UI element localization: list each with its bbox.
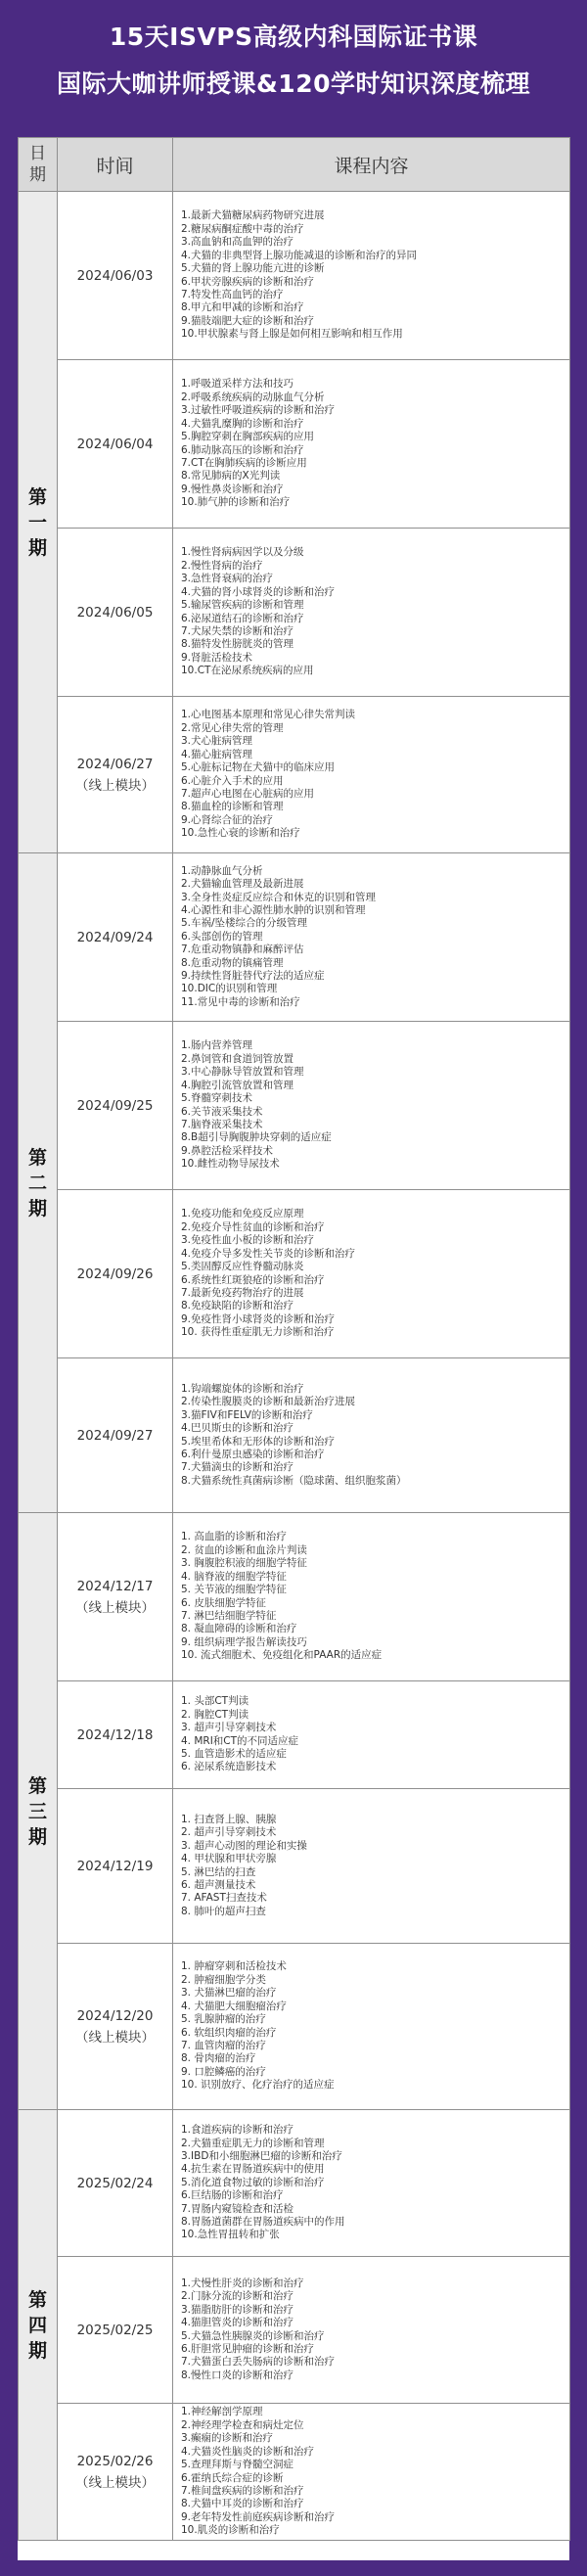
course-item: 1.心电图基本原理和常见心律失常判读 — [181, 709, 356, 721]
course-item: 5.车祸/坠楼综合的分级管理 — [181, 917, 308, 930]
course-item: 8.猫血栓的诊断和管理 — [181, 801, 284, 813]
session-note: （线上模块） — [75, 777, 155, 794]
course-item: 4.犬猫炎性脑炎的诊断和治疗 — [181, 2445, 315, 2458]
period-label-char: 期 — [27, 536, 47, 559]
course-item: 5. 血管造影术的适应症 — [181, 1747, 287, 1760]
course-item: 9.慢性鼻炎诊断和治疗 — [181, 483, 284, 495]
session-date: 2025/02/24 — [76, 2175, 154, 2191]
period-label — [19, 2110, 58, 2541]
session-row — [19, 1022, 570, 1190]
session-date: 2024/06/04 — [76, 436, 154, 452]
course-item: 8.犬猫系统性真菌病诊断（隐球菌、组织胞浆菌） — [181, 1474, 407, 1487]
course-item: 4.免疫介导多发性关节炎的诊断和治疗 — [181, 1247, 356, 1260]
course-item: 4.抗生素在胃肠道疾病中的使用 — [181, 2163, 325, 2176]
course-item: 5.心脏标记物在犬猫中的临床应用 — [181, 761, 336, 774]
session-row — [19, 1944, 570, 2110]
title-line-2: 国际大咖讲师授课&120学时知识深度梳理 — [57, 69, 530, 98]
session-row — [19, 360, 570, 529]
schedule-sheet — [18, 137, 569, 2560]
course-item: 5. 关节液的细胞学特征 — [181, 1584, 287, 1596]
course-item: 1.慢性肾病病因学以及分级 — [181, 546, 304, 559]
session-date-cell — [58, 1190, 173, 1358]
session-date: 2024/06/05 — [76, 604, 154, 621]
course-item: 1. 扫查肾上腺、胰腺 — [181, 1813, 277, 1825]
course-item: 4.猫心脏病管理 — [181, 748, 253, 760]
session-content — [173, 2404, 570, 2541]
course-item: 8.猫特发性膀胱炎的管理 — [181, 638, 294, 651]
session-content — [173, 360, 570, 529]
course-item: 5.查理拜斯与脊髓空洞症 — [181, 2459, 294, 2471]
session-row — [19, 2404, 570, 2541]
course-item: 8.危重动物的镇痛管理 — [181, 956, 284, 969]
course-item: 1. 头部CT判读 — [181, 1695, 249, 1708]
period-label-char: 第 — [27, 1774, 47, 1797]
course-item: 7.胃肠内窥镜检查和活检 — [181, 2202, 294, 2215]
course-item: 2.免疫介导性贫血的诊断和治疗 — [181, 1220, 325, 1233]
course-item: 6. 皮肤细胞学特征 — [181, 1596, 266, 1609]
course-item: 4. 脑脊液的细胞学特征 — [181, 1570, 287, 1583]
period-label-char: 一 — [27, 511, 47, 533]
course-item: 3.中心静脉导管放置和管理 — [181, 1066, 304, 1079]
course-item: 7. 淋巴结细胞学特征 — [181, 1609, 277, 1622]
session-row — [19, 2110, 570, 2257]
course-item: 8. 凝血障碍的诊断和治疗 — [181, 1623, 297, 1635]
session-date-cell — [58, 697, 173, 853]
session-row — [19, 697, 570, 853]
session-row — [19, 192, 570, 360]
course-item: 7.最新免疫药物治疗的进展 — [181, 1286, 304, 1299]
course-item: 7. AFAST扫查技术 — [181, 1892, 267, 1905]
period-label-char: 期 — [27, 2339, 47, 2362]
course-item: 7. 血管肉瘤的治疗 — [181, 2039, 266, 2051]
course-item: 10. 获得性重症肌无力诊断和治疗 — [181, 1326, 335, 1339]
course-item: 7.犬猫滴虫的诊断和治疗 — [181, 1461, 294, 1474]
session-date: 2024/12/20 — [76, 2007, 154, 2024]
session-date: 2024/06/27 — [76, 756, 154, 772]
course-item: 3. 超声引导穿刺技术 — [181, 1722, 277, 1734]
course-item: 2. 胸腔CT判读 — [181, 1708, 249, 1721]
course-item: 5.埃里希体和无形体的诊断和治疗 — [181, 1435, 336, 1448]
session-date-cell — [58, 529, 173, 697]
course-item: 6.甲状旁腺疾病的诊断和治疗 — [181, 275, 315, 288]
period-label-char: 期 — [27, 1825, 47, 1848]
session-date: 2024/12/18 — [76, 1726, 154, 1743]
course-item: 9.肾脏活检技术 — [181, 651, 253, 664]
course-item: 10.雌性动物导尿技术 — [181, 1158, 280, 1171]
session-date-cell — [58, 1513, 173, 1681]
course-item: 4.心源性和非心源性肺水肿的识别和管理 — [181, 903, 366, 916]
course-item: 9. 组织病理学报告解读技巧 — [181, 1635, 307, 1648]
course-item: 6.系统性红斑狼疮的诊断和治疗 — [181, 1273, 325, 1286]
course-item: 1.犬慢性肝炎的诊断和治疗 — [181, 2277, 304, 2289]
course-item: 3.高血钠和高血钾的治疗 — [181, 236, 294, 249]
course-item: 2.慢性肾病的治疗 — [181, 559, 263, 572]
course-item: 7.超声心电图在心脏病的应用 — [181, 787, 315, 800]
course-item: 6.巨结肠的诊断和治疗 — [181, 2189, 284, 2202]
course-item: 3.免疫性血小板的诊断和治疗 — [181, 1234, 315, 1247]
session-content — [173, 192, 570, 360]
course-item: 5.犬猫急性胰腺炎的诊断和治疗 — [181, 2329, 325, 2342]
period-label-char: 第 — [27, 2288, 47, 2311]
course-item: 7.椎间盘疾病的诊断和治疗 — [181, 2484, 304, 2497]
course-item: 3.癫痫的诊断和治疗 — [181, 2432, 274, 2445]
course-item: 6.头部创伤的管理 — [181, 930, 263, 943]
schedule-body — [19, 192, 570, 2541]
course-item: 9.免疫性肾小球肾炎的诊断和治疗 — [181, 1312, 336, 1325]
course-item: 9. 口腔鳞癌的治疗 — [181, 2065, 266, 2078]
course-item: 2.犬猫重症肌无力的诊断和管理 — [181, 2137, 325, 2149]
session-row — [19, 853, 570, 1022]
course-item: 6.关节液采集技术 — [181, 1105, 263, 1118]
course-item: 3.过敏性呼吸道疾病的诊断和治疗 — [181, 404, 336, 417]
session-date: 2024/09/26 — [76, 1265, 154, 1282]
course-item: 8.甲亢和甲减的诊断和治疗 — [181, 301, 304, 314]
session-content — [173, 1513, 570, 1681]
course-item: 7.CT在胸肺疾病的诊断应用 — [181, 456, 307, 469]
session-date-cell — [58, 1944, 173, 2110]
session-date-cell — [58, 360, 173, 529]
session-row — [19, 1190, 570, 1358]
title-line-1: 15天ISVPS高级内科国际证书课 — [109, 23, 478, 51]
course-item: 5. 淋巴结的扫查 — [181, 1865, 256, 1878]
course-item: 3.全身性炎症反应综合和休克的识别和管理 — [181, 891, 377, 903]
period-label-char: 期 — [27, 1197, 47, 1219]
session-date-cell — [58, 1789, 173, 1944]
course-item: 4.犬猫的非典型肾上腺功能减退的诊断和治疗的异同 — [181, 249, 418, 261]
course-item: 8.B超引导胸腹肿块穿刺的适应症 — [181, 1131, 332, 1144]
course-item: 2. 超声引导穿刺技术 — [181, 1826, 277, 1839]
course-item: 7.脑脊液采集技术 — [181, 1118, 263, 1130]
course-item: 9.持续性肾脏替代疗法的适应症 — [181, 970, 325, 983]
session-content — [173, 2110, 570, 2257]
course-item: 10. 流式细胞术、免疫组化和PAAR的适应症 — [181, 1649, 383, 1662]
course-item: 5.消化道食物过敏的诊断和治疗 — [181, 2176, 325, 2188]
course-item: 2. 肿瘤细胞学分类 — [181, 1973, 266, 1986]
session-date: 2024/06/03 — [76, 267, 154, 284]
period-label-char: 二 — [27, 1172, 47, 1194]
course-item: 10.肌炎的诊断和治疗 — [181, 2524, 280, 2537]
course-item: 10.DIC的识别和管理 — [181, 983, 278, 995]
session-date: 2024/09/25 — [76, 1097, 154, 1114]
header-period-line1: 日 — [29, 144, 46, 163]
course-item: 1.最新犬猫糖尿病药物研究进展 — [181, 209, 325, 222]
course-item: 10.急性胃扭转和扩张 — [181, 2229, 280, 2241]
course-item: 5.胸腔穿刺在胸部疾病的应用 — [181, 431, 315, 443]
course-item: 11.常见中毒的诊断和治疗 — [181, 995, 300, 1008]
session-row — [19, 1681, 570, 1789]
course-item: 8.慢性口炎的诊断和治疗 — [181, 2369, 294, 2381]
session-content — [173, 853, 570, 1022]
table-header-row — [19, 138, 570, 192]
session-content — [173, 1190, 570, 1358]
course-item: 2.鼻饲管和食道饲管放置 — [181, 1052, 294, 1065]
course-item: 2.犬猫输血管理及最新进展 — [181, 878, 304, 891]
schedule-table — [18, 137, 570, 2541]
course-item: 5.类固醇反应性脊髓动脉炎 — [181, 1261, 304, 1273]
period-label-char: 三 — [27, 1800, 47, 1822]
session-content — [173, 529, 570, 697]
course-item: 9.老年特发性前庭疾病诊断和治疗 — [181, 2510, 336, 2523]
course-item: 1. 肿瘤穿刺和活检技术 — [181, 1960, 287, 1973]
course-item: 4.胸腔引流管放置和管理 — [181, 1079, 294, 1091]
course-item: 8.犬猫中耳炎的诊断和治疗 — [181, 2498, 304, 2510]
session-date: 2024/12/17 — [76, 1578, 154, 1594]
period-label-char: 第 — [27, 485, 47, 508]
period-label — [19, 1513, 58, 2110]
course-item: 10. 识别放疗、化疗治疗的适应症 — [181, 2079, 335, 2092]
session-row — [19, 1789, 570, 1944]
course-item: 4.巴贝斯虫的诊断和治疗 — [181, 1422, 294, 1435]
course-item: 10.CT在泌尿系统疾病的应用 — [181, 665, 314, 677]
course-item: 4.犬猫的肾小球肾炎的诊断和治疗 — [181, 585, 336, 598]
session-date-cell — [58, 1681, 173, 1789]
period-label-char: 四 — [27, 2314, 47, 2336]
course-item: 7.特发性高血钙的治疗 — [181, 288, 284, 300]
course-item: 3. 犬猫淋巴瘤的治疗 — [181, 1987, 277, 2000]
session-content — [173, 1358, 570, 1513]
session-date-cell — [58, 2110, 173, 2257]
header-period-line2: 期 — [29, 165, 46, 185]
period-label — [19, 192, 58, 853]
session-date-cell — [58, 1022, 173, 1190]
session-date-cell — [58, 1358, 173, 1513]
course-item: 2.传染性腹膜炎的诊断和最新治疗进展 — [181, 1396, 356, 1408]
course-item: 9.鼻腔活检采样技术 — [181, 1144, 274, 1157]
session-content — [173, 697, 570, 853]
course-item: 5. 乳腺肿瘤的治疗 — [181, 2013, 266, 2026]
course-item: 7.犬猫蛋白丢失肠病的诊断和治疗 — [181, 2356, 336, 2369]
session-row — [19, 529, 570, 697]
course-item: 3.猫脂肪肝的诊断和治疗 — [181, 2303, 294, 2316]
course-item: 6.肺动脉高压的诊断和治疗 — [181, 443, 304, 456]
course-item: 1.动静脉血气分析 — [181, 864, 263, 877]
course-item: 9.心肾综合征的治疗 — [181, 813, 274, 826]
session-date-cell — [58, 2404, 173, 2541]
session-row — [19, 1513, 570, 1681]
course-item: 6.利什曼原虫感染的诊断和治疗 — [181, 1448, 325, 1460]
course-item: 7.危重动物镇静和麻醉评估 — [181, 943, 304, 956]
course-item: 3.猫FIV和FELV的诊断和治疗 — [181, 1408, 313, 1421]
course-item: 2. 贫血的诊断和血涂片判读 — [181, 1543, 307, 1556]
course-item: 1.免疫功能和免疫反应原理 — [181, 1208, 304, 1220]
course-item: 6.泌尿道结石的诊断和治疗 — [181, 612, 304, 624]
session-date-cell — [58, 2257, 173, 2404]
course-item: 6.霍纳氏综合症的诊断 — [181, 2471, 284, 2484]
course-item: 6.心脏介入手术的应用 — [181, 774, 284, 787]
session-date: 2025/02/25 — [76, 2322, 154, 2338]
course-item: 9.猫肢端肥大症的诊断和治疗 — [181, 314, 315, 327]
session-row — [19, 1358, 570, 1513]
course-item: 1.肠内营养管理 — [181, 1039, 253, 1052]
course-item: 5.犬猫的肾上腺功能亢进的诊断 — [181, 262, 325, 275]
course-item: 10.甲状腺素与肾上腺是如何相互影响和相互作用 — [181, 328, 403, 341]
course-item: 8.胃肠道菌群在胃肠道疾病中的作用 — [181, 2216, 345, 2229]
period-label-char: 第 — [27, 1146, 47, 1169]
course-item: 4. 甲状腺和甲状旁腺 — [181, 1853, 277, 1865]
course-item: 6.肝胆常见肿瘤的诊断和治疗 — [181, 2342, 315, 2355]
session-note: （线上模块） — [75, 2474, 155, 2491]
session-content — [173, 1681, 570, 1789]
course-item: 2.神经理学检查和病灶定位 — [181, 2418, 304, 2431]
page-header — [0, 0, 587, 129]
course-item: 6. 软组织肉瘤的治疗 — [181, 2026, 277, 2039]
course-item: 6. 泌尿系统造影技术 — [181, 1761, 277, 1773]
course-item: 2.呼吸系统疾病的动脉血气分析 — [181, 391, 325, 403]
course-item: 1.食道疾病的诊断和治疗 — [181, 2124, 294, 2137]
session-content — [173, 1944, 570, 2110]
course-item: 3. 胸腹腔积液的细胞学特征 — [181, 1557, 307, 1570]
session-note: （线上模块） — [75, 1599, 155, 1616]
course-item: 1.神经解剖学原理 — [181, 2406, 263, 2418]
course-item: 3.IBD和小细胞淋巴瘤的诊断和治疗 — [181, 2149, 342, 2162]
session-note: （线上模块） — [75, 2029, 155, 2046]
session-row — [19, 2257, 570, 2404]
course-item: 3.犬心脏病管理 — [181, 735, 253, 748]
course-item: 1. 高血脂的诊断和治疗 — [181, 1531, 287, 1543]
session-date: 2024/09/24 — [76, 929, 154, 945]
course-item: 8.免疫缺陷的诊断和治疗 — [181, 1300, 294, 1312]
session-content — [173, 1789, 570, 1944]
session-date-cell — [58, 853, 173, 1022]
course-item: 2.门脉分流的诊断和治疗 — [181, 2290, 294, 2303]
session-content — [173, 2257, 570, 2404]
session-date: 2024/12/19 — [76, 1858, 154, 1874]
header-content: 课程内容 — [173, 138, 570, 192]
course-item: 8. 骨肉瘤的治疗 — [181, 2052, 256, 2065]
course-item: 1.钩端螺旋体的诊断和治疗 — [181, 1382, 304, 1395]
course-item: 7.犬尿失禁的诊断和治疗 — [181, 624, 294, 637]
course-item: 10.急性心衰的诊断和治疗 — [181, 827, 300, 840]
session-date: 2025/02/26 — [76, 2453, 154, 2469]
course-item: 10.肺气肿的诊断和治疗 — [181, 496, 291, 509]
course-item: 2.常见心律失常的管理 — [181, 721, 284, 734]
course-item: 4.犬猫乳糜胸的诊断和治疗 — [181, 417, 304, 430]
session-date-cell — [58, 192, 173, 360]
session-date: 2024/09/27 — [76, 1427, 154, 1444]
header-period — [19, 138, 58, 192]
course-item: 5.输尿管疾病的诊断和管理 — [181, 599, 304, 612]
course-item: 3.急性肾衰病的治疗 — [181, 573, 274, 585]
session-content — [173, 1022, 570, 1190]
course-item: 4. MRI和CT的不同适应症 — [181, 1734, 299, 1747]
period-label — [19, 853, 58, 1513]
course-item: 1.呼吸道采样方法和技巧 — [181, 378, 294, 391]
course-item: 8.常见肺病的X光判读 — [181, 470, 281, 483]
course-item: 6. 超声测量技术 — [181, 1878, 256, 1891]
course-item: 2.糖尿病酮症酸中毒的治疗 — [181, 222, 304, 235]
course-item: 4. 犬猫肥大细胞瘤治疗 — [181, 2000, 287, 2012]
header-date: 时间 — [58, 138, 173, 192]
course-item: 3. 超声心动图的理论和实操 — [181, 1839, 307, 1852]
course-item: 8. 肺叶的超声扫查 — [181, 1905, 266, 1917]
course-item: 4.猫胆管炎的诊断和治疗 — [181, 2317, 294, 2329]
course-item: 5.脊髓穿刺技术 — [181, 1092, 253, 1105]
